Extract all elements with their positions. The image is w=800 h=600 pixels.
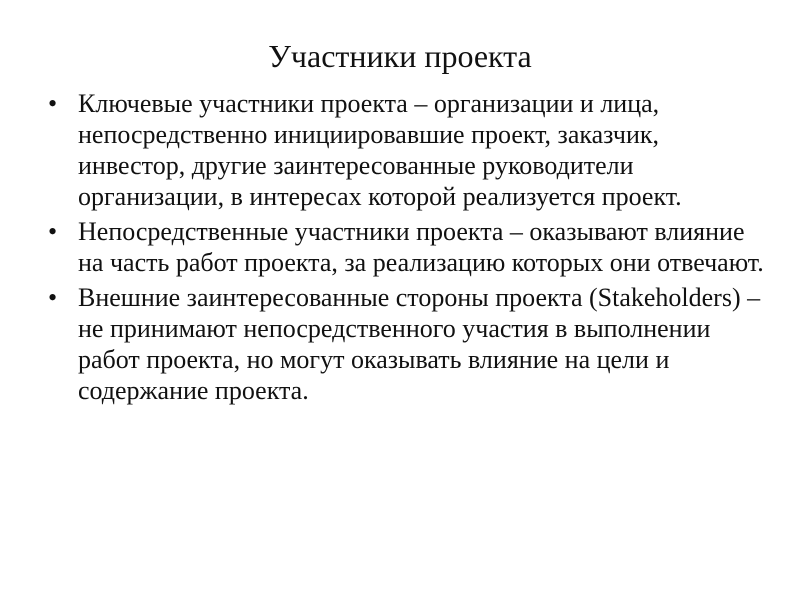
- bullet-text: Непосредственные участники проекта – оказывают влияние на часть работ проекта, за реализацию которых они отвечают.: [78, 217, 764, 277]
- bullet-text: Внешние заинтересованные стороны проекта (Stakeholders) – не принимают непосредственного участия в выполнении работ проекта, но могут оказывать влияние на цели и содержание проекта.: [78, 283, 761, 405]
- bullet-list: [40, 88, 770, 410]
- bullet-item-key-participants: [40, 88, 770, 212]
- bullet-item-direct-participants: [40, 216, 770, 278]
- slide-title: Участники проекта: [268, 38, 532, 74]
- bullet-item-stakeholders: [40, 282, 770, 406]
- bullet-icon: •: [48, 89, 58, 118]
- bullet-text: Ключевые участники проекта – организации и лица, непосредственно инициировавшие проект, заказчик, инвестор, другие заинтересованные руководители организации, в интересах которой реализуется проект.: [78, 89, 682, 211]
- bullet-icon: •: [48, 217, 58, 246]
- bullet-icon: •: [48, 283, 58, 312]
